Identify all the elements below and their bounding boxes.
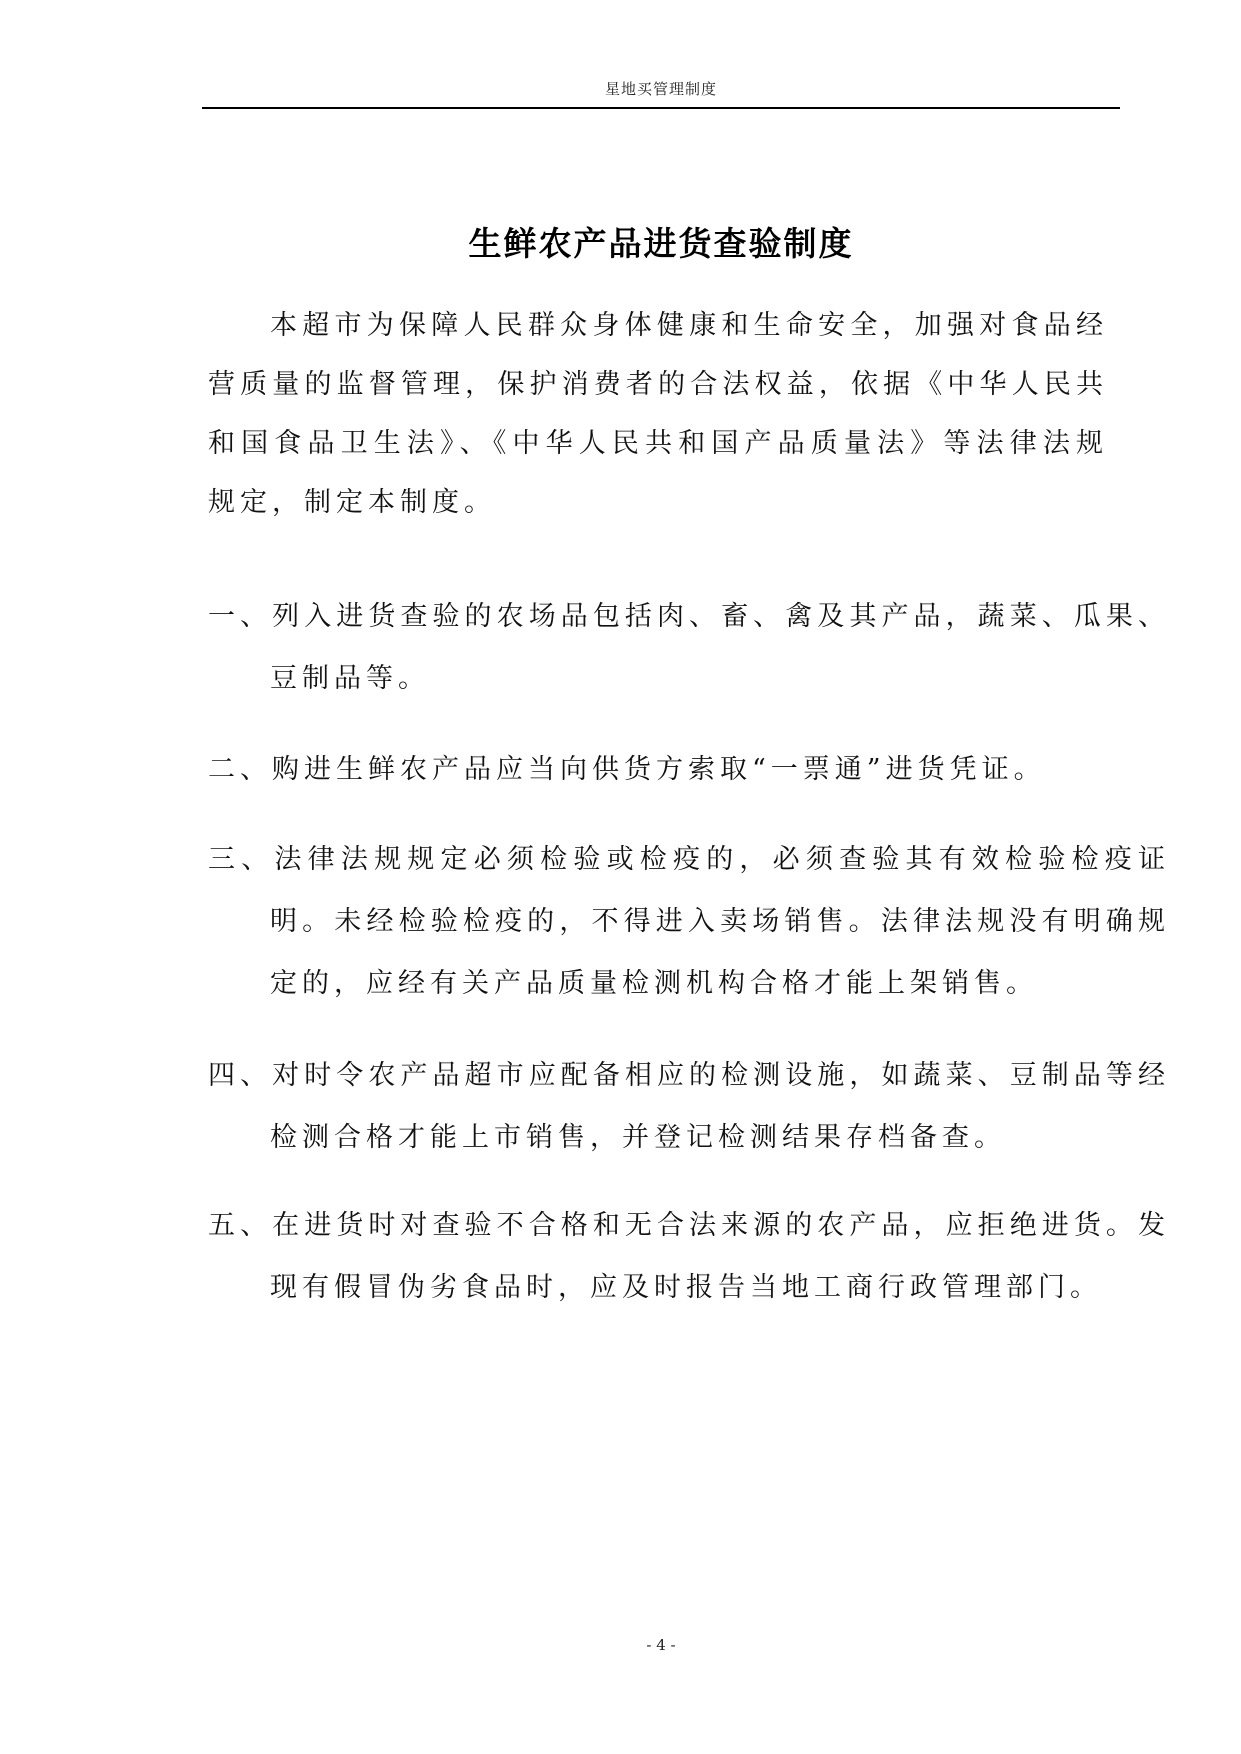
page-header: 星地买管理制度 bbox=[604, 80, 717, 98]
clause-4: 四、对时令农产品超市应配备相应的检测设施，如蔬菜、豆制品等经检测合格才能上市销售，并登记检测结果存档备查。 bbox=[208, 1060, 1170, 1153]
clause-3: 三、法律法规规定必须检验或检疫的，必须查验其有效检验检疫证明。未经检验检疫的，不得进入卖场销售。法律法规没有明确规定的，应经有关产品质量检测机构合格才能上架销售。 bbox=[208, 844, 1170, 999]
clause-1: 一、列入进货查验的农场品包括肉、畜、禽及其产品，蔬菜、瓜果、豆制品等。 bbox=[208, 601, 1170, 694]
header-divider bbox=[202, 107, 1120, 109]
clause-5: 五、在进货时对查验不合格和无合法来源的农产品，应拒绝进货。发现有假冒伪劣食品时，应及时报告当地工商行政管理部门。 bbox=[208, 1210, 1170, 1303]
intro-paragraph: 本超市为保障人民群众身体健康和生命安全，加强对食品经营质量的监督管理，保护消费者的合法权益，依据《中华人民共和国食品卫生法》、《中华人民共和国产品质量法》等法律法规规定，制定本制度。 bbox=[208, 310, 1108, 518]
document-title: 生鲜农产品进货查验制度 bbox=[468, 224, 854, 263]
page-number: - 4 - bbox=[646, 1636, 676, 1654]
clause-2: 二、购进生鲜农产品应当向供货方索取“一票通”进货凭证。 bbox=[208, 754, 1046, 785]
